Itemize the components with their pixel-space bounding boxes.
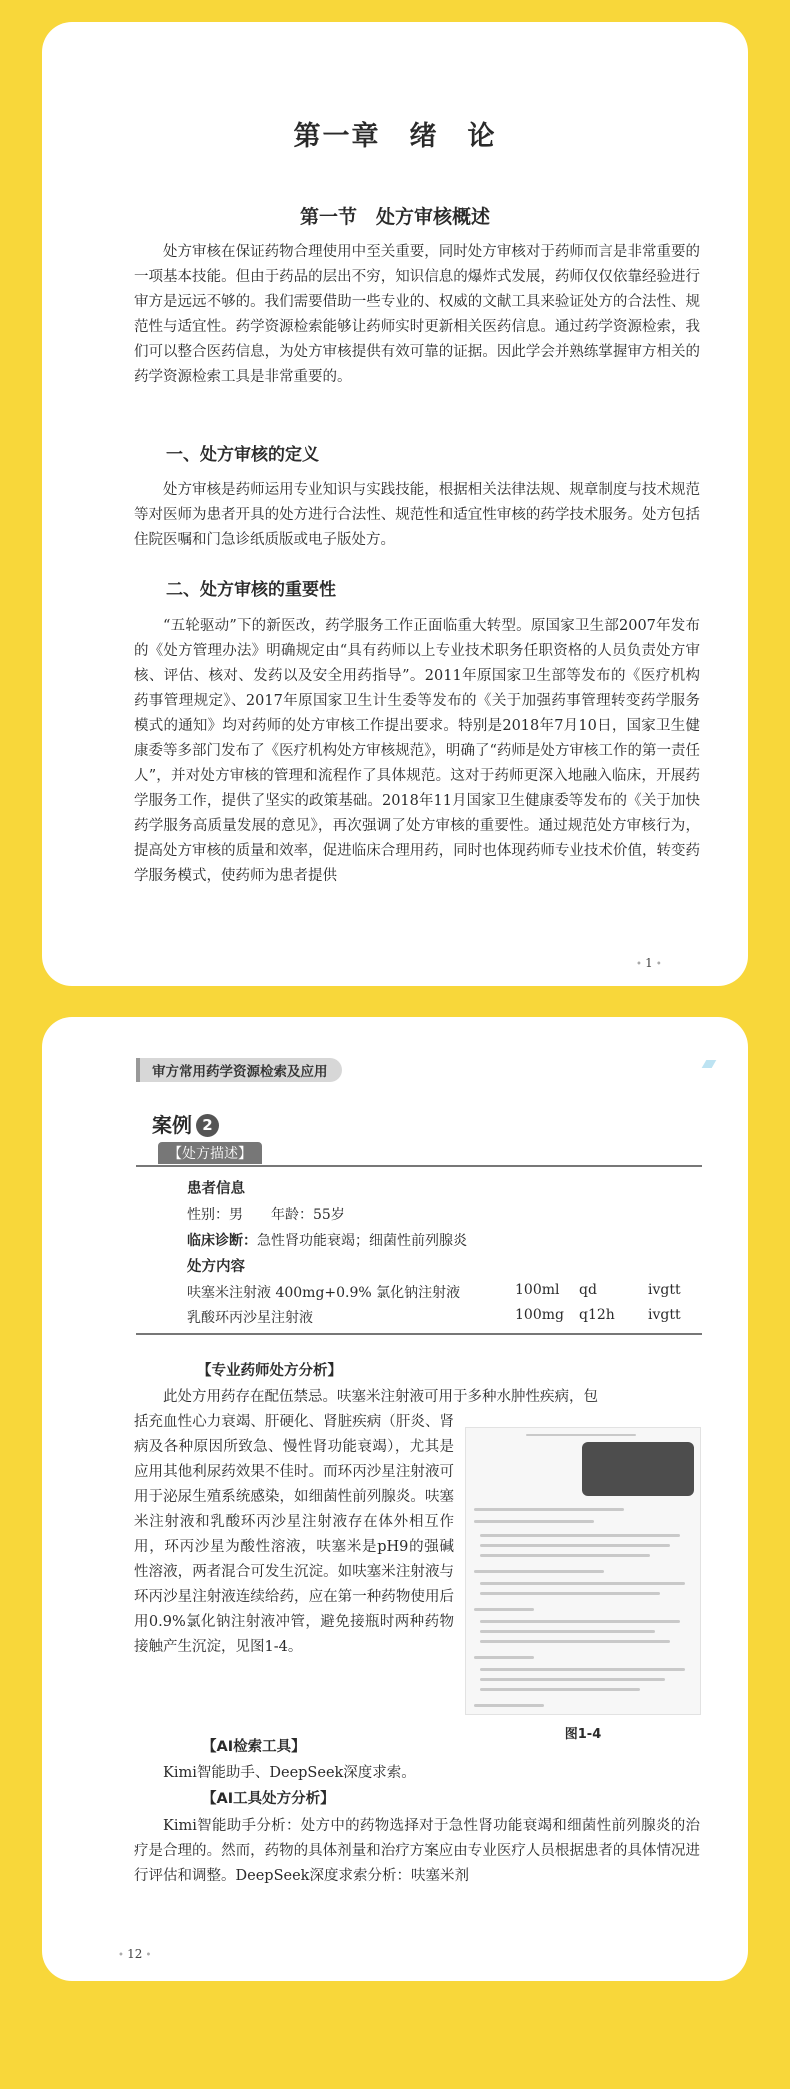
analysis-wrapped-text: 括充血性心力衰竭、肝硬化、肾脏疾病（肝炎、肾病及各种原因所致急、慢性肾功能衰竭），尤其是应用其他利尿药效果不佳时。而环丙沙星注射液可用于泌尿生殖系统感染，如细菌性前列腺炎。呋塞米注射液和乳酸环丙沙星注射液存在体外相互作用，环丙沙星为酸性溶液，呋塞米是pH9的强碱性溶液，两者混合可发生沉淀。如呋塞米注射液与环丙沙星注射液连续给药，应在第一种药物使用后用0.9%氯化钠注射液冲管，避免接瓶时两种药物接触产生沉淀，见图1-4。: [134, 1414, 454, 1655]
ai-tools-value: Kimi智能助手、DeepSeek深度求索。: [163, 1765, 416, 1781]
ai-tools-heading: 【AI检索工具】: [202, 1739, 306, 1755]
rx-drug: 呋塞米注射液 400mg+0.9% 氯化钠注射液: [187, 1285, 461, 1301]
divider-bottom: [136, 1333, 702, 1335]
rx-frequency: qd: [579, 1282, 597, 1298]
section-title: 第一节 处方审核概述: [299, 206, 490, 228]
book-running-header: 审方常用药学资源检索及应用: [136, 1058, 342, 1082]
rx-route: ivgtt: [648, 1307, 681, 1323]
patient-sex-age: 性别：男 年龄：55岁: [187, 1207, 345, 1223]
corner-decoration: [702, 1060, 717, 1068]
page-number-value: 1: [645, 956, 653, 970]
page-number-1: • 1 •: [636, 956, 662, 970]
heading-importance: 二、处方审核的重要性: [166, 580, 336, 600]
chapter-title: 第一章 绪 论: [293, 121, 497, 152]
figure-caption: 图1-4: [564, 1727, 602, 1742]
importance-paragraph: “五轮驱动”下的新医改，药学服务工作正面临重大转型。原国家卫生部2007年发布的《处方管理办法》明确规定由“具有药师以上专业技术职务任职资格的人员负责处方审核、评估、核对、发药以及安全用药指导”。2011年原国家卫生部等发布的《医疗机构药事管理规定》、2017年原国家卫生计生委等发布的《关于加强药事管理转变药学服务模式的通知》均对药师的处方审核工作提出要求。特别是2018年7月10日，国家卫生健康委等多部门发布了《医疗机构处方审核规范》，明确了“药师是处方审核工作的第一责任人”，并对处方审核的管理和流程作了具体规范。这对于药师更深入地融入临床，开展药学服务工作，提供了坚实的政策基础。2018年11月国家卫生健康委等发布的《关于加快药学服务高质量发展的意见》，再次强调了处方审核的重要性。通过规范处方审核行为，提高处方审核的质量和效率，促进临床合理用药，同时也体现药师专业技术价值，转变药学服务模式，使药师为患者提供: [134, 618, 700, 884]
rx-dose: 100mg: [515, 1307, 564, 1323]
prescription-content-label: 处方内容: [187, 1259, 245, 1275]
intro-paragraph: 处方审核在保证药物合理使用中至关重要，同时处方审核对于药师而言是非常重要的一项基本技能。但由于药品的层出不穷，知识信息的爆炸式发展，药师仅仅依靠经验进行审方是远远不够的。我们需要借助一些专业的、权威的文献工具来验证处方的合法性、规范性与适宜性。药学资源检索能够让药师实时更新相关医药信息。通过药学资源检索，我们可以整合医药信息，为处方审核提供有效可靠的证据。因此学会并熟练掌握审方相关的药学资源检索工具是非常重要的。: [134, 244, 700, 385]
ai-analysis-heading: 【AI工具处方分析】: [202, 1791, 335, 1807]
diagnosis-value: 急性肾功能衰竭；细菌性前列腺炎: [257, 1233, 467, 1249]
divider-top: [136, 1165, 702, 1167]
analysis-first-line: 此处方用药存在配伍禁忌。呋塞米注射液可用于多种水肿性疾病，包: [163, 1389, 598, 1405]
definition-paragraph: 处方审核是药师运用专业知识与实践技能，根据相关法律法规、规章制度与技术规范等对医师为患者开具的处方进行合法性、规范性和适宜性审核的药学技术服务。处方包括住院医嘱和门急诊纸质版或电子版处方。: [134, 482, 700, 548]
ai-analysis-paragraph: Kimi智能助手分析：处方中的药物选择对于急性肾功能衰竭和细菌性前列腺炎的治疗是合理的。然而，药物的具体剂量和治疗方案应由专业医疗人员根据患者的具体情况进行评估和调整。DeepSeek深度求索分析：呋塞米剂: [134, 1818, 700, 1884]
case-title: [152, 1109, 219, 1138]
figure-ai-chat-screenshot: [465, 1427, 701, 1715]
rx-drug: 乳酸环丙沙星注射液: [187, 1310, 313, 1326]
page-1: [42, 22, 748, 986]
page-number-value: 12: [127, 1947, 143, 1961]
rx-frequency: q12h: [579, 1307, 615, 1323]
rx-dose: 100ml: [515, 1282, 560, 1298]
pharmacist-analysis-heading: 【专业药师处方分析】: [197, 1363, 342, 1379]
page-2: [42, 1017, 748, 1981]
heading-definition: 一、处方审核的定义: [166, 445, 319, 465]
rx-route: ivgtt: [648, 1282, 681, 1298]
case-number-badge: 2: [196, 1114, 219, 1137]
patient-info-label: 患者信息: [187, 1181, 245, 1197]
prescription-description-tab: 【处方描述】: [158, 1142, 262, 1164]
page-number-12: • 12 •: [118, 1947, 152, 1961]
case-label: 案例: [152, 1113, 192, 1137]
diagnosis-line: [187, 1230, 467, 1250]
diagnosis-label: 临床诊断：: [187, 1233, 257, 1249]
